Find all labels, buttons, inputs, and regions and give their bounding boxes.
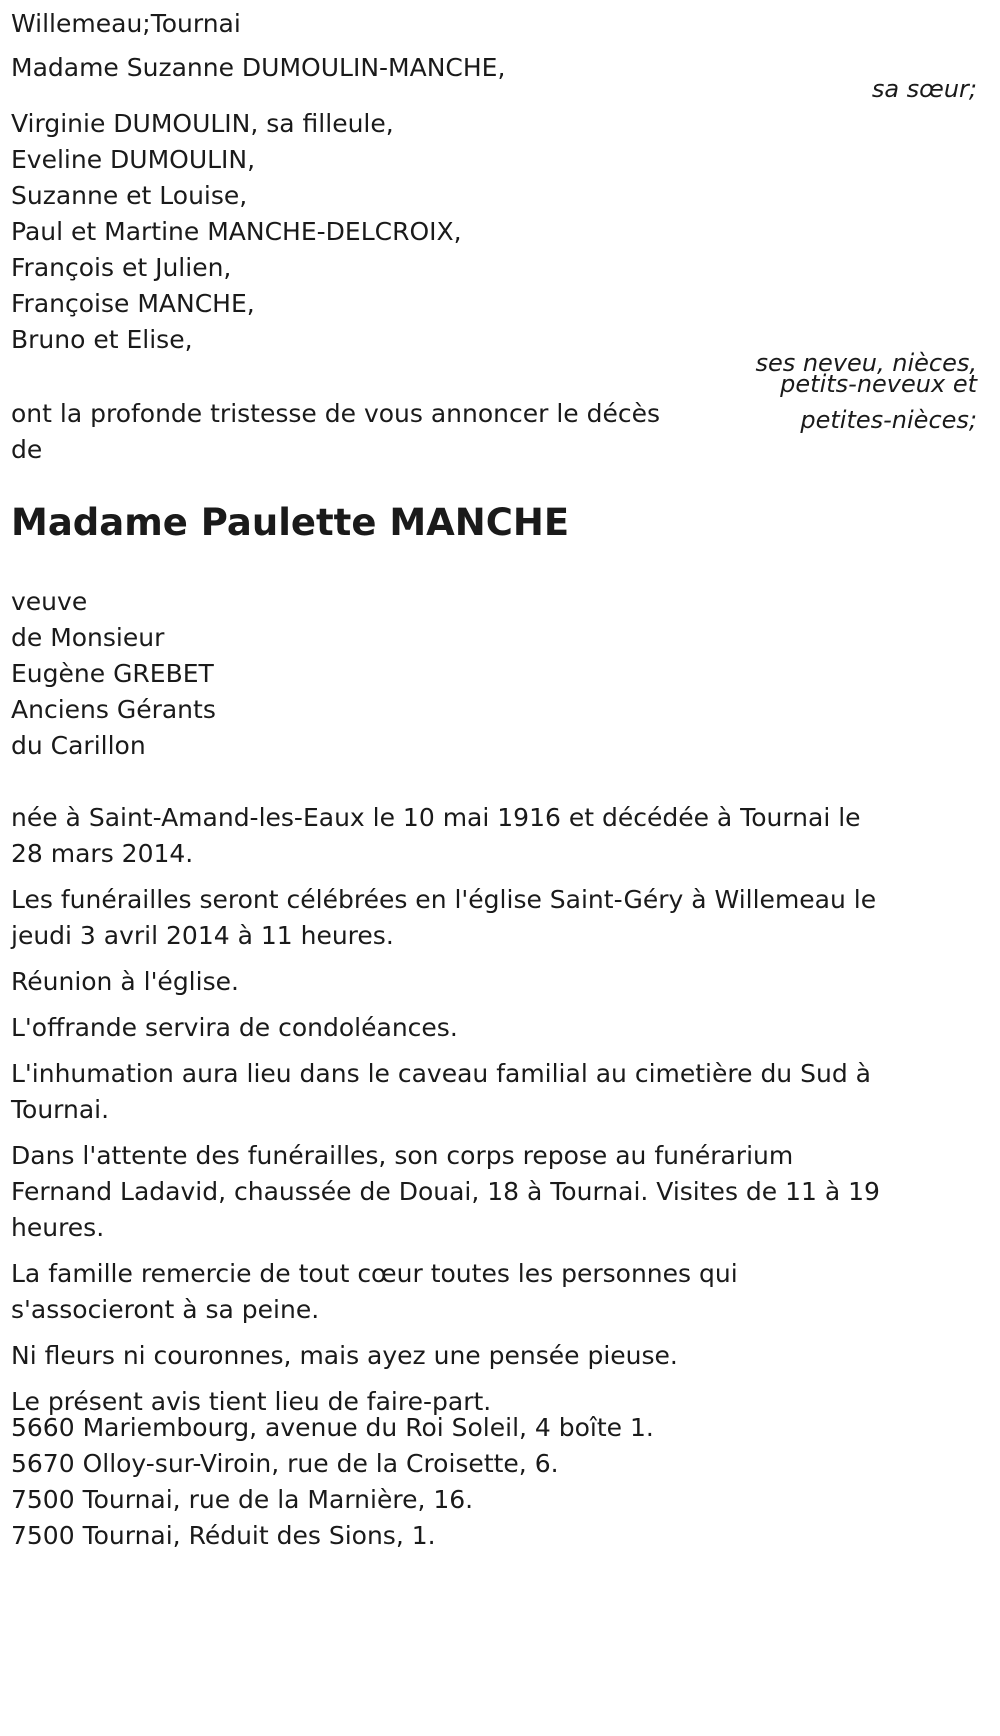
list-item: François et Julien, [11,253,232,282]
paragraph-offering: L'offrande servira de condoléances. [11,1013,458,1042]
detail-line: Eugène GREBET [11,659,214,688]
address-line: 7500 Tournai, rue de la Marnière, 16. [11,1485,474,1514]
sister-relation: sa sœur; [871,75,977,103]
list-item: Eveline DUMOULIN, [11,145,256,174]
paragraph-burial: L'inhumation aura lieu dans le caveau familial au cimetière du Sud à Tournai. [11,1059,871,1124]
funeral-details [11,800,891,1430]
intro-line: ont la profonde tristesse de vous annoncer le décès [11,399,661,428]
relatives-relation-line3: petites-nièces; [800,406,977,434]
announcement-intro [11,396,660,468]
list-item: Françoise MANCHE, [11,289,255,318]
paragraph-birth-death: née à Saint-Amand-les-Eaux le 10 mai 1916 et décédée à Tournai le 28 mars 2014. [11,803,861,868]
paragraph-notice: Le présent avis tient lieu de faire-part. [11,1387,492,1416]
list-item: Bruno et Elise, [11,325,193,354]
paragraph-no-flowers: Ni fleurs ni couronnes, mais ayez une pensée pieuse. [11,1341,678,1370]
paragraph-funerarium: Dans l'attente des funérailles, son corps repose au funérarium Fernand Ladavid, chaussée de Douai, 18 à Tournai. Visites de 11 à 19 heures. [11,1141,880,1242]
detail-line: du Carillon [11,731,146,760]
address-line: 7500 Tournai, Réduit des Sions, 1. [11,1521,436,1550]
address-line: 5670 Olloy-sur-Viroin, rue de la Croisette, 6. [11,1449,559,1478]
relatives-relation-line1: ses neveu, nièces, [755,349,977,377]
deceased-details [11,584,216,764]
list-item: Suzanne et Louise, [11,181,248,210]
sister-name: Madame Suzanne DUMOULIN-MANCHE, [11,53,506,82]
location-header: Willemeau;Tournai [11,9,241,38]
paragraph-thanks: La famille remercie de tout cœur toutes les personnes qui s'associeront à sa peine. [11,1259,738,1324]
detail-line: veuve [11,587,88,616]
detail-line: de Monsieur [11,623,165,652]
deceased-name: Madame Paulette MANCHE [11,501,570,544]
addresses [11,1410,654,1554]
paragraph-funeral: Les funérailles seront célébrées en l'église Saint-Géry à Willemeau le jeudi 3 avril 2014 à 11 heures. [11,885,877,950]
list-item: Virginie DUMOULIN, sa filleule, [11,109,394,138]
list-item: Paul et Martine MANCHE-DELCROIX, [11,217,462,246]
intro-line: de [11,435,43,464]
relatives-list [11,106,462,358]
detail-line: Anciens Gérants [11,695,216,724]
paragraph-meeting: Réunion à l'église. [11,967,239,996]
address-line: 5660 Mariembourg, avenue du Roi Soleil, 4 boîte 1. [11,1413,654,1442]
relatives-relation-line2: petits-neveux et [780,370,977,398]
